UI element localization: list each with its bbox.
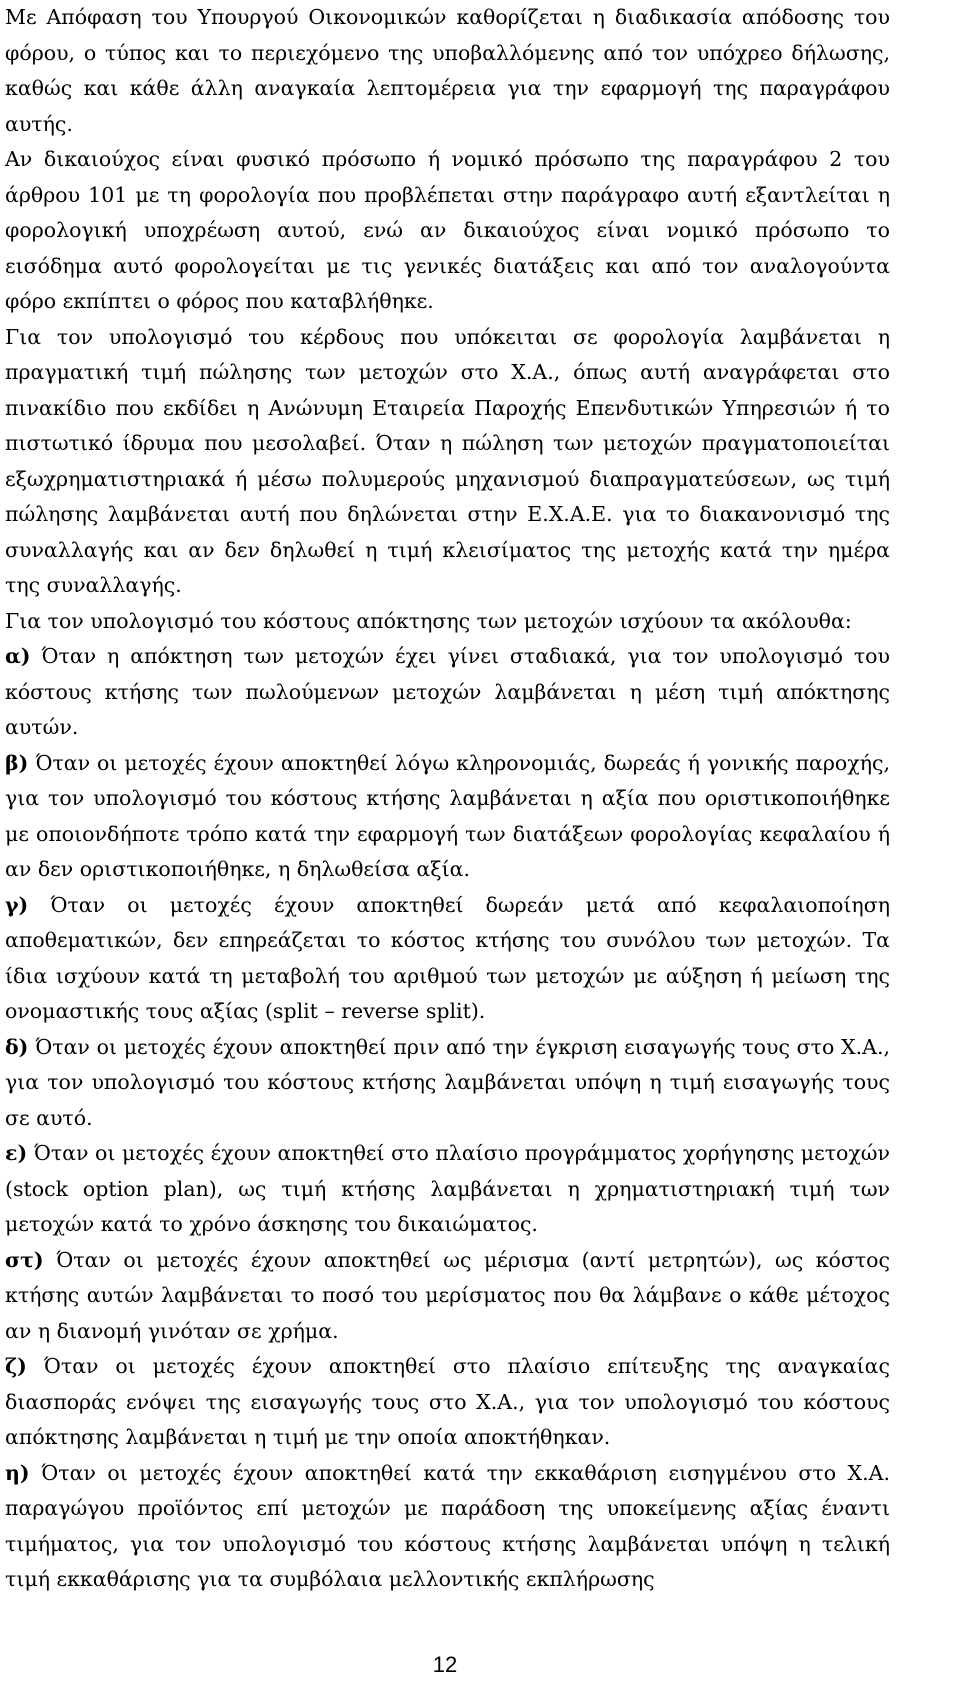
list-item-label: γ) [5, 892, 29, 917]
list-item-e [5, 1136, 890, 1243]
list-item-text: Όταν οι μετοχές έχουν αποκτηθεί κατά την εκκαθάριση εισηγμένου στο Χ.Α. παραγώγου προϊόντος επί μετοχών με παράδοση της υποκείμενης αξίας έναντι τιμήματος, για τον υπολογισμό του κόστους κτήσης λαμβάνεται υπόψη η τελική τιμή εκκαθάρισης για τα συμβόλαια μελλοντικής εκπλήρωσης [5, 1460, 890, 1591]
list-item-label: α) [5, 644, 31, 668]
list-item-label: δ) [5, 1034, 29, 1059]
list-item-text: Όταν οι μετοχές έχουν αποκτηθεί δωρεάν μετά από κεφαλαιοποίηση αποθεματικών, δεν επηρεάζεται το κόστος κτήσης του συνόλου των μετοχών. Τα ίδια ισχύουν κατά τη μεταβολή του αριθμού των μετοχών με αύξηση ή μείωση της ονομαστικής τους αξίας (split – reverse split). [5, 892, 890, 1023]
paragraph-acquisition-cost-intro: Για τον υπολογισμό του κόστους απόκτησης των μετοχών ισχύουν τα ακόλουθα: [5, 608, 852, 633]
page-number: 12 [432, 1652, 458, 1677]
list-item-h [5, 1456, 890, 1598]
list-item-label: ζ) [5, 1354, 27, 1378]
list-item-text: Όταν οι μετοχές έχουν αποκτηθεί στο πλαίσιο προγράμματος χορήγησης μετοχών (stock option plan), ως τιμή κτήσης λαμβάνεται η χρηματιστηριακή τιμή των μετοχών κατά το χρόνο άσκησης του δικαιώματος. [5, 1141, 890, 1236]
list-item-text: Όταν η απόκτηση των μετοχών έχει γίνει σταδιακά, για τον υπολογισμό του κόστους κτήσης των πωλούμενων μετοχών λαμβάνεται η μέση τιμή απόκτησης αυτών. [5, 644, 890, 739]
document-page [5, 0, 890, 1598]
list-item-label: στ) [5, 1247, 44, 1272]
list-item-label: ε) [5, 1141, 28, 1165]
paragraph-profit-calculation: Για τον υπολογισμό του κέρδους που υπόκειται σε φορολογία λαμβάνεται η πραγματική τιμή πώλησης των μετοχών στο Χ.Α., όπως αυτή αναγράφεται στο πινακίδιο που εκδίδει η Ανώνυμη Εταιρεία Παροχής Επενδυτικών Υπηρεσιών ή το πιστωτικό ίδρυμα που μεσολαβεί. Όταν η πώληση των μετοχών πραγματοποιείται εξωχρηματιστηριακά ή μέσω πολυμερούς μηχανισμού διαπραγματεύσεων, ως τιμή πώλησης λαμβάνεται αυτή που δηλώνεται στην Ε.Χ.Α.Ε. για το διακανονισμό της συναλλαγής και αν δεν δηλωθεί η τιμή κλεισίματος της μετοχής κατά την ημέρα της συναλλαγής. [5, 324, 890, 597]
list-item-c [5, 888, 890, 1030]
list-item-label: β) [5, 750, 29, 775]
list-item-b [5, 746, 890, 888]
list-item-text: Όταν οι μετοχές έχουν αποκτηθεί ως μέρισμα (αντί μετρητών), ως κόστος κτήσης αυτών λαμβάνεται το ποσό του μερίσματος που θα λάμβανε ο κάθε μέτοχος αν η διανομή γινόταν σε χρήμα. [5, 1247, 890, 1343]
list-item-a [5, 639, 890, 746]
paragraph-beneficiary: Αν δικαιούχος είναι φυσικό πρόσωπο ή νομικό πρόσωπο της παραγράφου 2 του άρθρου 101 με τη φορολογία που προβλέπεται στην παράγραφο αυτή εξαντλείται η φορολογική υποχρέωση αυτού, ενώ αν δικαιούχος είναι νομικό πρόσωπο το εισόδημα αυτό φορολογείται με τις γενικές διατάξεις και από τον αναλογούντα φόρο εκπίπτει ο φόρος που καταβλήθηκε. [5, 147, 890, 313]
list-item-st [5, 1243, 890, 1350]
list-item-text: Όταν οι μετοχές έχουν αποκτηθεί στο πλαίσιο επίτευξης της αναγκαίας διασποράς ενόψει της εισαγωγής τους στο Χ.Α., για τον υπολογισμό του κόστους απόκτησης λαμβάνεται η τιμή με την οποία αποκτήθηκαν. [5, 1354, 890, 1449]
list-item-label: η) [5, 1460, 30, 1485]
list-item-z [5, 1349, 890, 1456]
list-item-text: Όταν οι μετοχές έχουν αποκτηθεί πριν από την έγκριση εισαγωγής τους στο Χ.Α., για τον υπολογισμό του κόστους κτήσης λαμβάνεται υπόψη η τιμή εισαγωγής τους σε αυτό. [5, 1034, 890, 1130]
list-item-text: Όταν οι μετοχές έχουν αποκτηθεί λόγω κληρονομιάς, δωρεάς ή γονικής παροχής, για τον υπολογισμό του κόστους κτήσης λαμβάνεται η αξία που οριστικοποιήθηκε με οποιονδήποτε τρόπο κατά την εφαρμογή των διατάξεων φορολογίας κεφαλαίου ή αν δεν οριστικοποιήθηκε, η δηλωθείσα αξία. [5, 750, 890, 881]
paragraph-ministerial-decision: Με Απόφαση του Υπουργού Οικονομικών καθορίζεται η διαδικασία απόδοσης του φόρου, ο τύπος και το περιεχόμενο της υποβαλλόμενης από τον υπόχρεο δήλωσης, καθώς και κάθε άλλη αναγκαία λεπτομέρεια για την εφαρμογή της παραγράφου αυτής. [5, 5, 890, 136]
list-item-d [5, 1030, 890, 1137]
